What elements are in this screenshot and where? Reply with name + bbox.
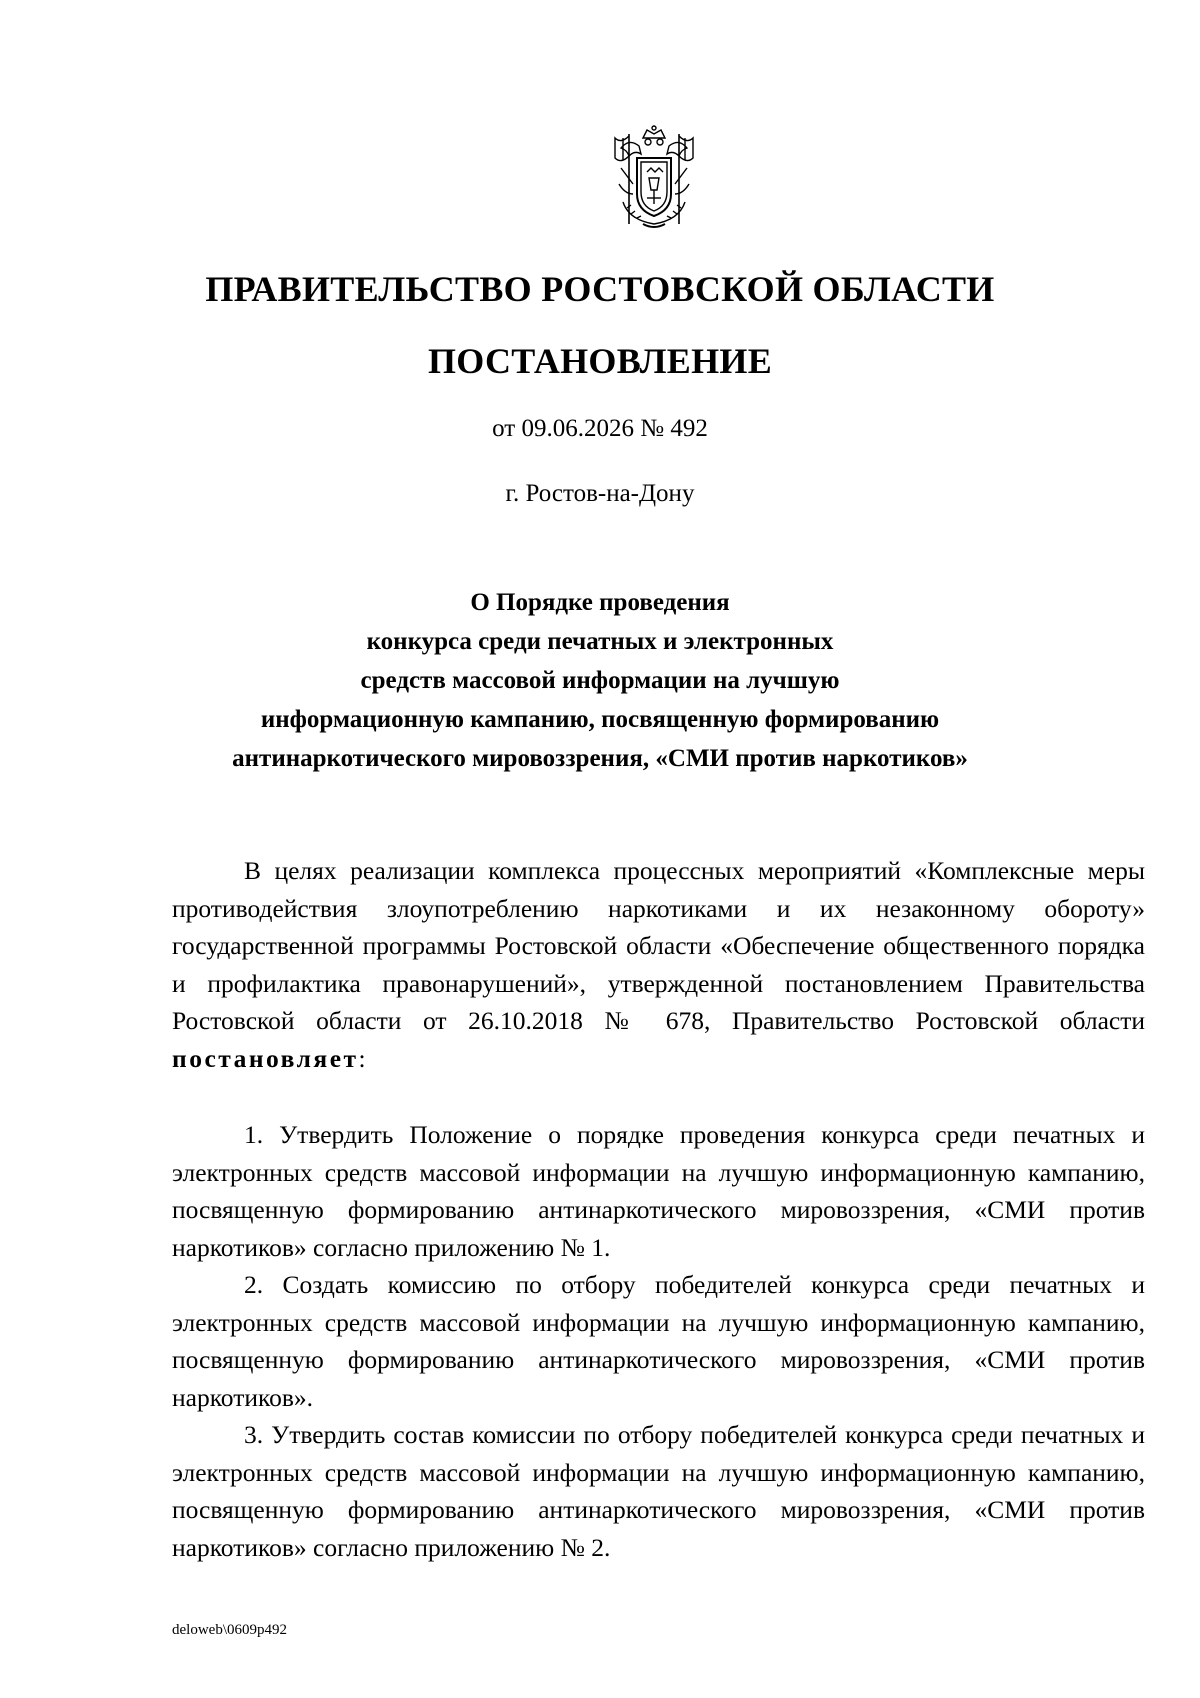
document-date-number: от 09.06.2026 № 492 [492, 415, 708, 442]
resolves-word: постановляет [172, 1043, 359, 1073]
resolution-item: 2. Создать комиссию по отбору победителей конкурса среди печатных и электронных средств массовой информации на лучшую информационную кампанию, посвященную формированию антинаркотического мировоззрения, «СМИ против наркотиков». [172, 1270, 1145, 1412]
coat-of-arms-icon [599, 124, 709, 234]
resolution-items [172, 1116, 1145, 1566]
document-type: ПОСТАНОВЛЕНИЕ [427, 341, 773, 381]
preamble [172, 852, 1145, 1077]
document-subject [0, 583, 1200, 778]
document-city: г. Ростов-на-Дону [505, 480, 695, 507]
preamble-text: В целях реализации комплекса процессных мероприятий «Комплексные меры противодействия злоупотреблению наркотиками и их незаконному обороту» государственной программы Ростовской области «Обеспечение общественного порядка и профилактика правонарушений», утвержденной постановлением Правительства Ростовской области от 26.10.2018 № 678, Правительство Ростовской области [172, 856, 1145, 1035]
preamble-paragraph [172, 852, 1145, 1077]
resolution-item: 3. Утвердить состав комиссии по отбору победителей конкурса среди печатных и электронных средств массовой информации на лучшую информационную кампанию, посвященную формированию антинаркотического мировоззрения, «СМИ против наркотиков» согласно приложению № 2. [172, 1420, 1145, 1562]
preamble-end: : [358, 1043, 366, 1073]
subject-line: конкурса среди печатных и электронных [366, 628, 834, 655]
subject-line: информационную кампанию, посвященную формированию [260, 706, 940, 733]
subject-line: антинаркотического мировоззрения, «СМИ против наркотиков» [232, 745, 968, 772]
resolution-item: 1. Утвердить Положение о порядке проведения конкурса среди печатных и электронных средств массовой информации на лучшую информационную кампанию, посвященную формированию антинаркотического мировоззрения, «СМИ против наркотиков» согласно приложению № 1. [172, 1120, 1145, 1262]
subject-line: средств массовой информации на лучшую [360, 667, 840, 694]
file-reference: deloweb\0609p492 [172, 1622, 287, 1638]
subject-line: О Порядке проведения [470, 589, 730, 616]
government-title: ПРАВИТЕЛЬСТВО РОСТОВСКОЙ ОБЛАСТИ [205, 269, 995, 309]
